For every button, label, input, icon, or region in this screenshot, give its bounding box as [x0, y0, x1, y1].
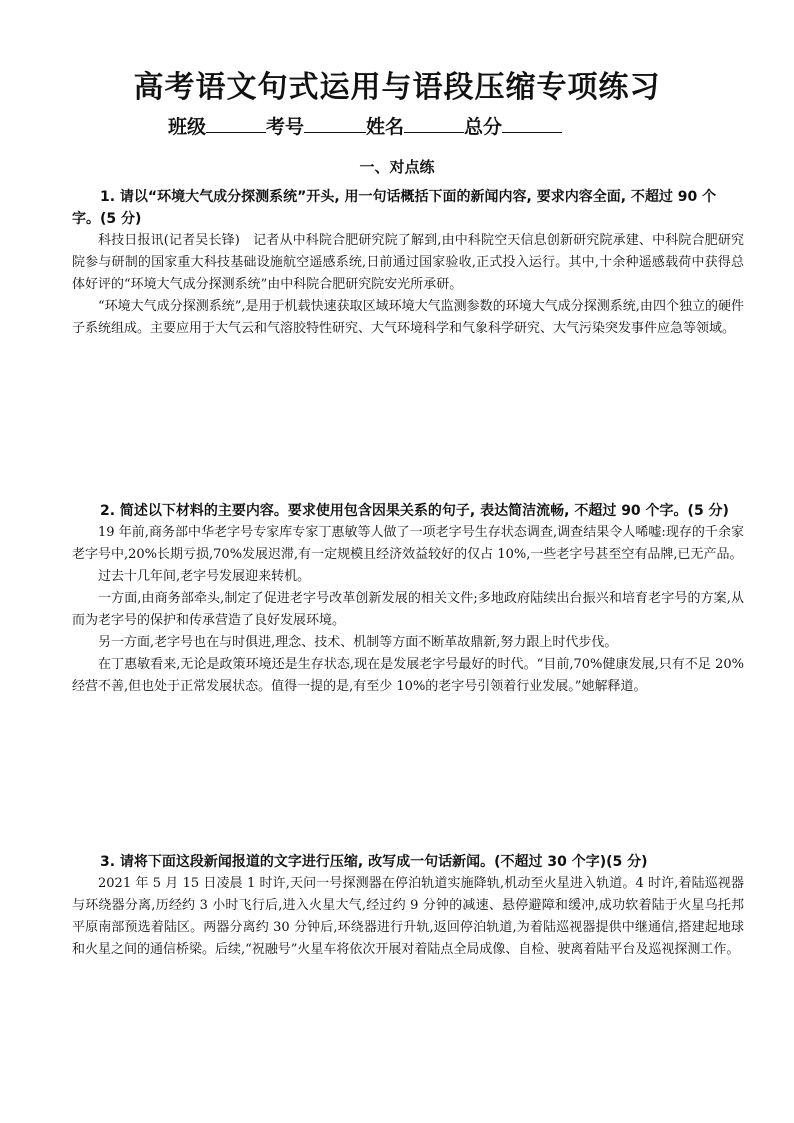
exam-no-blank — [304, 114, 366, 133]
class-blank — [206, 114, 266, 133]
exam-no-label: 考号 — [266, 116, 305, 138]
score-blank — [502, 114, 562, 133]
material-paragraph: 2021 年 5 月 15 日凌晨 1 时许,天问一号探测器在停泊轨道实施降轨,机动至火星进入轨道。4 时许,着陆巡视器与环绕器分离,历经约 3 小时飞行后,进入火星大气,经过约 9 分钟的减速、悬停避障和缓冲,成功软着陆于火星乌托邦平原南部预选着陆区。两器分离约 30 分钟后,环绕器进行升轨,返回停泊轨道,为着陆巡视器提供中继通信,搭建起地球和火星之间的通信桥梁。后续,“祝融号”火星车将依次开展对着陆点全局成像、自检、驶离着陆平台及巡视探测工作。 — [72, 876, 744, 957]
question-prompt: 1. 请以“环境大气成分探测系统”开头, 用一句话概括下面的新闻内容, 要求内容全面, 不超过 90 个字。(5 分) — [72, 189, 717, 227]
material-paragraph: 另一方面,老字号也在与时俱进,理念、技术、机制等方面不断革故鼎新,努力跟上时代步伐。 — [98, 635, 618, 650]
question-prompt: 3. 请将下面这段新闻报道的文字进行压缩, 改写成一句话新闻。(不超过 30 个字)(5 分) — [100, 854, 648, 870]
material-paragraph: “环境大气成分探测系统”,是用于机载快速获取区域环境大气监测参数的环境大气成分探测系统,由四个独立的硬件子系统组成。主要应用于大气云和气溶胶特性研究、大气环境科学和气象科学研究、大气污染突发事件应急等领域。 — [72, 299, 744, 336]
question-3 — [72, 851, 744, 961]
class-label: 班级 — [168, 116, 207, 138]
question-2 — [72, 500, 744, 698]
material-paragraph: 在丁惠敏看来,无论是政策环境还是生存状态,现在是发展老字号最好的时代。“目前,70%健康发展,只有不足 20%经营不善,但也处于正常发展状态。值得一提的是,有至少 10%的老字号引领着行业发展。”她解释道。 — [72, 657, 744, 694]
material-paragraph: 19 年前,商务部中华老字号专家库专家丁惠敏等人做了一项老字号生存状态调查,调查结果令人唏嘘:现存的千余家老字号中,20%长期亏损,70%发展迟滞,有一定规模且经济效益较好的仅占 10%,一些老字号甚至空有品牌,已无产品。 — [72, 525, 744, 562]
section-title: 一、对点练 — [359, 158, 435, 176]
name-label: 姓名 — [366, 116, 405, 138]
question-1 — [72, 186, 744, 340]
material-paragraph: 科技日报讯(记者吴长锋) 记者从中科院合肥研究院了解到,由中科院空天信息创新研究院承建、中科院合肥研究院参与研制的国家重大科技基础设施航空遥感系统,日前通过国家验收,正式投入运行。其中,十余种遥感载荷中获得总体好评的“环境大气成分探测系统”由中科院合肥研究院安光所承研。 — [72, 233, 744, 292]
material-paragraph: 一方面,由商务部牵头,制定了促进老字号改革创新发展的相关文件;多地政府陆续出台振兴和培育老字号的方案,从而为老字号的保护和传承营造了良好发展环境。 — [72, 591, 744, 628]
material-paragraph: 过去十几年间,老字号发展迎来转机。 — [98, 569, 311, 584]
score-label: 总分 — [464, 116, 503, 138]
page-title: 高考语文句式运用与语段压缩专项练习 — [133, 70, 661, 105]
question-prompt: 2. 简述以下材料的主要内容。要求使用包含因果关系的句子, 表达简洁流畅, 不超过 90 个字。(5 分) — [100, 503, 729, 519]
name-blank — [404, 114, 464, 133]
student-info-line — [168, 112, 628, 139]
